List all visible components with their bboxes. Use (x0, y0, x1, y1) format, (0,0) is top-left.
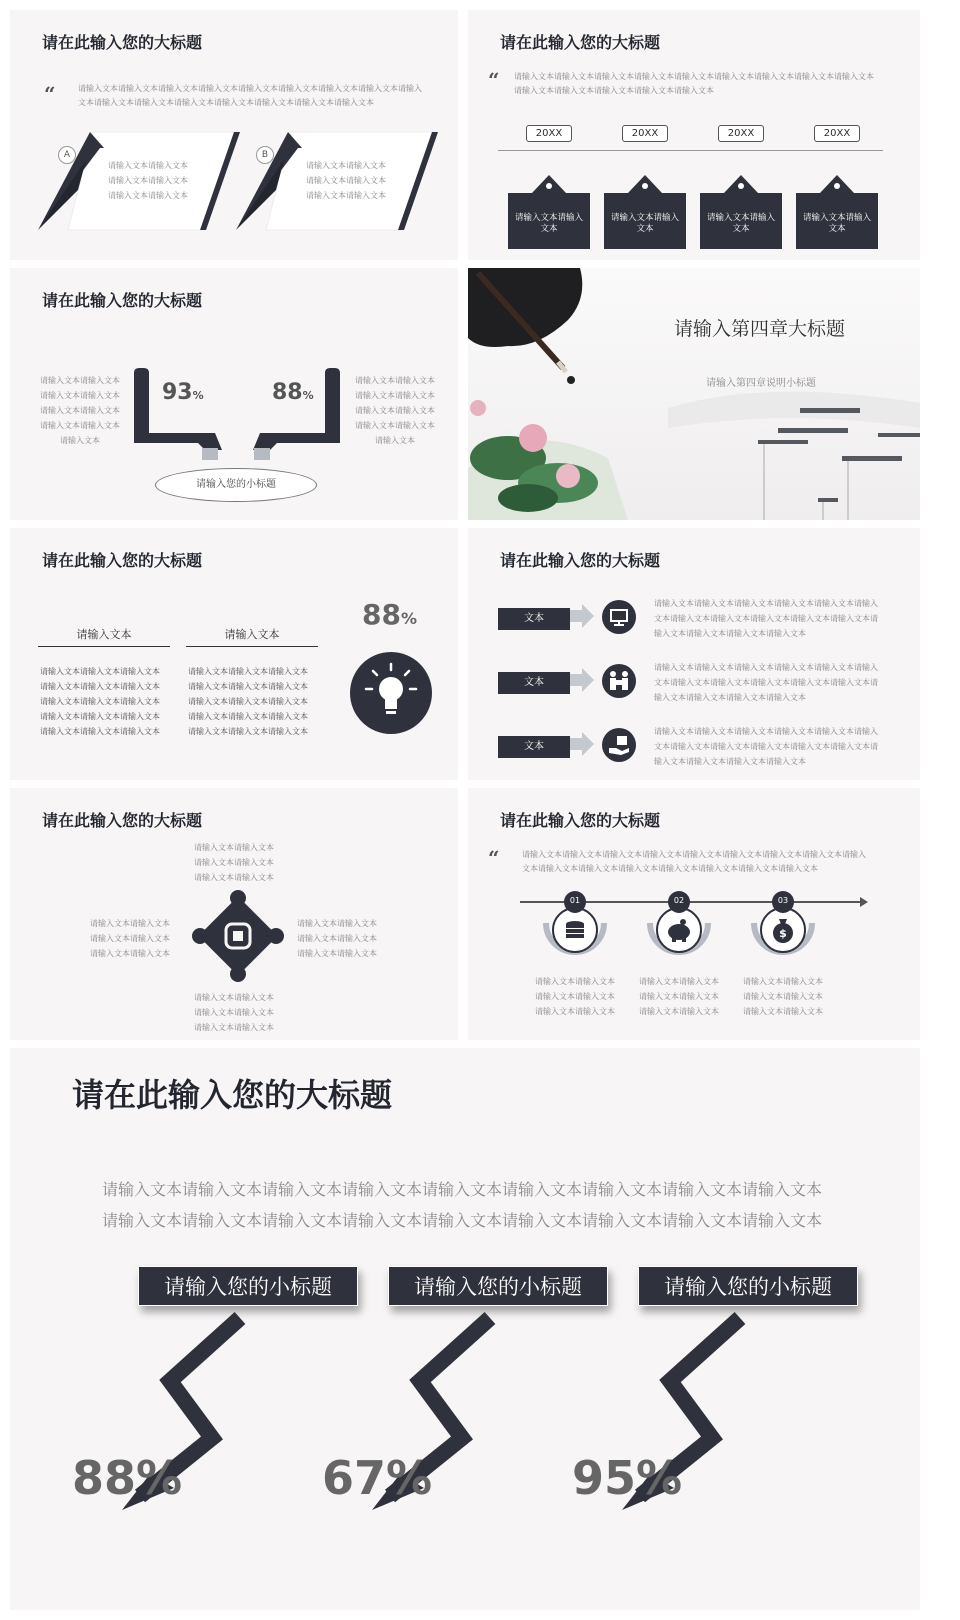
process-step (644, 888, 714, 958)
quote-text: 请输入文本请输入文本请输入文本请输入文本请输入文本请输入文本请输入文本请输入文本请输入文本请输入文本请输入文本请输入文本请输入文本请输入文本请输入文本请输入文本 (78, 84, 422, 107)
money-bag-icon (771, 917, 795, 943)
step-number: 03 (777, 896, 789, 905)
column-header: 请输入文本 (38, 626, 170, 647)
slide-title: 请在此输入您的大标题 (72, 1076, 393, 1114)
slide-title: 请在此输入您的大标题 (500, 551, 661, 570)
step-number: 02 (673, 896, 685, 905)
stat-subtitle: 请输入您的小标题 (638, 1266, 858, 1306)
item-label: 文本 (498, 608, 570, 630)
step-text: 请输入文本请输入文本 请输入文本请输入文本 请输入文本请输入文本 (639, 977, 719, 1016)
item-text: 请输入文本请输入文本请输入文本请输入文本请输入文本请输入文本请输入文本请输入文本请输入文本请输入文本请输入文本请输入文本请输入文本请输入文本请输入文本 (654, 727, 878, 766)
slide-title: 请在此输入您的大标题 (42, 551, 203, 570)
list-item (498, 728, 918, 768)
tag-text: 请输入文本请输入文本 (802, 213, 871, 234)
slide-6 (468, 528, 920, 780)
process-step (540, 888, 610, 958)
list-item (498, 600, 918, 640)
tag-boxes (508, 125, 888, 255)
quote-text: 请输入文本请输入文本请输入文本请输入文本请输入文本请输入文本请输入文本请输入文本请输入文本请输入文本请输入文本请输入文本请输入文本请输入文本请输入文本请输入文本 (522, 850, 866, 873)
value-number: 93 (162, 380, 193, 405)
list-item (498, 664, 918, 704)
value-unit: % (400, 609, 417, 628)
stat-item (70, 1266, 330, 1596)
card-a (38, 130, 238, 240)
slide-title: 请在此输入您的大标题 (42, 291, 203, 310)
stat-item (570, 1266, 870, 1596)
value-number: 88 (362, 598, 401, 631)
tag-text: 请输入文本请输入文本 (610, 213, 679, 234)
quote-mark-icon: “ (488, 68, 500, 92)
arrow-icon (570, 732, 600, 762)
slide-1 (10, 10, 458, 260)
column-text: 请输入文本请输入文本请输入文本 请输入文本请输入文本请输入文本 请输入文本请输入文本请输入文本 请输入文本请输入文本请输入文本 请输入文本请输入文本请输入文本 (40, 667, 160, 736)
left-text: 请输入文本请输入文本 请输入文本请输入文本 请输入文本请输入文本 请输入文本请输入文本 请输入文本 (40, 376, 120, 445)
step-number: 01 (569, 896, 581, 905)
slide-8 (468, 788, 920, 1040)
item-text: 请输入文本请输入文本请输入文本请输入文本请输入文本请输入文本请输入文本请输入文本请输入文本请输入文本请输入文本请输入文本请输入文本请输入文本请输入文本 (654, 663, 878, 702)
hand-box-icon (602, 728, 636, 762)
value-left (162, 380, 204, 405)
svg-text:$: $ (779, 927, 787, 940)
year-tag: 20XX (622, 125, 668, 142)
value-unit: % (302, 389, 314, 402)
body-text: 请输入文本请输入文本请输入文本请输入文本请输入文本请输入文本请输入文本请输入文本请输入文本请输入文本请输入文本请输入文本请输入文本请输入文本请输入文本请输入文本请输入文本请输入文本 (102, 1180, 823, 1230)
subtitle-ellipse: 请输入您的小标题 (155, 468, 317, 502)
chapter-title: 请输入第四章大标题 (674, 318, 846, 340)
top-text: 请输入文本请输入文本 请输入文本请输入文本 请输入文本请输入文本 (194, 843, 274, 882)
card-a-text: 请输入文本请输入文本 请输入文本请输入文本 请输入文本请输入文本 (108, 161, 188, 200)
stat-item (320, 1266, 580, 1596)
column-header: 请输入文本 (186, 626, 318, 647)
stat-value: 95% (572, 1451, 683, 1505)
card-b (236, 130, 436, 240)
zigzag-arrow-icon (70, 1306, 330, 1546)
arrow-icon (570, 604, 600, 634)
value-number: 88 (272, 380, 303, 405)
year-tag: 20XX (526, 125, 572, 142)
step-text: 请输入文本请输入文本 请输入文本请输入文本 请输入文本请输入文本 (535, 977, 615, 1016)
year-row (508, 125, 888, 260)
chapter-subtitle: 请输入第四章说明小标题 (706, 378, 816, 389)
item-text: 请输入文本请输入文本请输入文本请输入文本请输入文本请输入文本请输入文本请输入文本请输入文本请输入文本请输入文本请输入文本请输入文本请输入文本请输入文本 (654, 599, 878, 638)
quote-mark-icon: “ (488, 846, 500, 870)
slide-7 (10, 788, 458, 1040)
people-icon (602, 664, 636, 698)
lightbulb-icon (350, 652, 432, 734)
quote-mark-icon: “ (44, 82, 56, 106)
bottom-text: 请输入文本请输入文本 请输入文本请输入文本 请输入文本请输入文本 (194, 993, 274, 1032)
coins-icon (563, 918, 587, 942)
tag-text: 请输入文本请输入文本 (514, 213, 583, 234)
monitor-icon (602, 600, 636, 634)
slide-title: 请在此输入您的大标题 (42, 33, 203, 52)
year-tag: 20XX (718, 125, 764, 142)
stat-subtitle: 请输入您的小标题 (138, 1266, 358, 1306)
slide-9 (10, 1048, 920, 1610)
stat-subtitle: 请输入您的小标题 (388, 1266, 608, 1306)
slide-3 (10, 268, 458, 520)
process-step (748, 888, 818, 958)
item-label: 文本 (498, 672, 570, 694)
item-label: 文本 (498, 736, 570, 758)
ornament-icon (190, 888, 286, 984)
year-tag: 20XX (814, 125, 860, 142)
quote-text: 请输入文本请输入文本请输入文本请输入文本请输入文本请输入文本请输入文本请输入文本请输入文本请输入文本请输入文本请输入文本请输入文本请输入文本 (514, 72, 874, 95)
arrow-icon (570, 668, 600, 698)
percent-value (362, 598, 417, 631)
badge-b: B (256, 146, 274, 164)
left-text: 请输入文本请输入文本 请输入文本请输入文本 请输入文本请输入文本 (90, 919, 170, 958)
step-text: 请输入文本请输入文本 请输入文本请输入文本 请输入文本请输入文本 (743, 977, 823, 1016)
card-b-text: 请输入文本请输入文本 请输入文本请输入文本 请输入文本请输入文本 (306, 161, 386, 200)
slide-4-chapter (468, 268, 920, 520)
tag-text: 请输入文本请输入文本 (706, 213, 775, 234)
slide-5 (10, 528, 458, 780)
column-text: 请输入文本请输入文本请输入文本 请输入文本请输入文本请输入文本 请输入文本请输入文本请输入文本 请输入文本请输入文本请输入文本 请输入文本请输入文本请输入文本 (188, 667, 308, 736)
stat-value: 88% (72, 1451, 183, 1505)
ink-landscape-illustration (468, 268, 920, 520)
right-text: 请输入文本请输入文本 请输入文本请输入文本 请输入文本请输入文本 (297, 919, 377, 958)
zigzag-arrow-icon (320, 1306, 580, 1546)
zigzag-arrow-icon (570, 1306, 830, 1546)
badge-a: A (58, 146, 76, 164)
piggy-bank-icon (665, 919, 693, 943)
slide-title: 请在此输入您的大标题 (500, 33, 661, 52)
slide-title: 请在此输入您的大标题 (500, 811, 661, 830)
stat-value: 67% (322, 1451, 433, 1505)
slide-2 (468, 10, 920, 260)
right-text: 请输入文本请输入文本 请输入文本请输入文本 请输入文本请输入文本 请输入文本请输入文本 请输入文本 (355, 376, 435, 445)
value-right (272, 380, 314, 405)
value-unit: % (192, 389, 204, 402)
slide-title: 请在此输入您的大标题 (42, 811, 203, 830)
